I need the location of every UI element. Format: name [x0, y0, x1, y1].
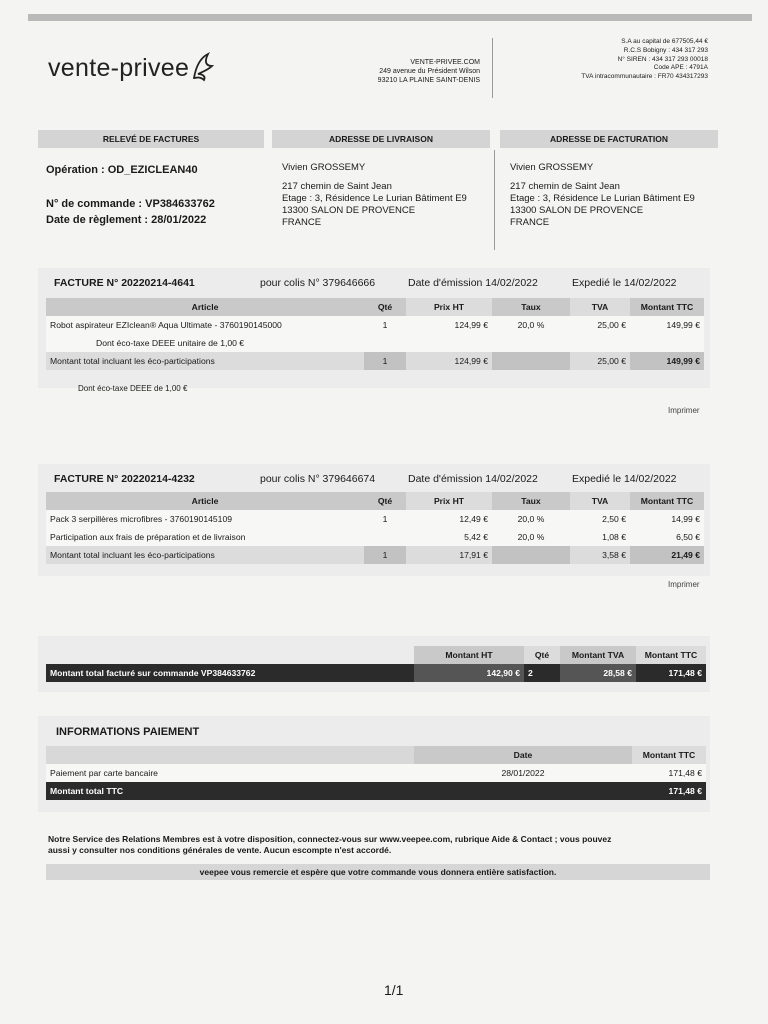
fees-taux: 20,0 % — [492, 528, 570, 546]
total-ttc: 149,99 € — [630, 352, 704, 370]
logo-text: vente-privee — [48, 54, 190, 82]
total-ttc: 21,49 € — [630, 546, 704, 564]
invoice-2-shipped: Expedié le 14/02/2022 — [572, 473, 677, 485]
table-row — [46, 528, 704, 546]
legal-line: N° SIREN : 434 317 293 00018 — [617, 55, 708, 63]
payment-total-label: Montant total TTC — [46, 782, 414, 800]
delivery-country: FRANCE — [282, 217, 322, 228]
company-legal — [540, 38, 708, 82]
item-tva: 25,00 € — [570, 316, 630, 334]
payment-title: INFORMATIONS PAIEMENT — [56, 726, 200, 738]
billing-address — [510, 162, 695, 229]
col-prix-ht: Prix HT — [406, 298, 492, 316]
butterfly-icon — [190, 52, 216, 82]
summary-label: Montant total facturé sur commande VP384633762 — [46, 664, 414, 682]
invoice-1-table — [46, 298, 704, 370]
col-tva: TVA — [570, 492, 630, 510]
page-number: 1/1 — [384, 982, 404, 998]
summary-ht: 142,90 € — [414, 664, 524, 682]
item-prix-ht: 12,49 € — [406, 510, 492, 528]
summary-ttc: 171,48 € — [636, 664, 706, 682]
invoice-2-number: FACTURE N° 20220214-4232 — [54, 473, 195, 485]
col-montant-tva: Montant TVA — [560, 646, 636, 664]
billing-name: Vivien GROSSEMY — [510, 162, 594, 173]
livraison-header: ADRESSE DE LIVRAISON — [272, 130, 490, 148]
address-divider — [494, 150, 495, 250]
col-taux: Taux — [492, 298, 570, 316]
total-qte: 1 — [364, 352, 406, 370]
payment-amount: 171,48 € — [632, 764, 706, 782]
table-row — [46, 316, 704, 334]
invoice-2-emission: Date d'émission 14/02/2022 — [408, 473, 538, 485]
legal-line: TVA intracommunautaire : FR70 434317293 — [581, 73, 708, 81]
payment-row — [46, 764, 706, 782]
invoice-2-table — [46, 492, 704, 564]
total-taux-empty — [492, 546, 570, 564]
payment-method: Paiement par carte bancaire — [46, 764, 414, 782]
billing-city: 13300 SALON DE PROVENCE — [510, 205, 644, 216]
thanks-banner: veepee vous remercie et espère que votre commande vous donnera entière satisfaction. — [46, 864, 710, 880]
address-line: 249 avenue du Président Wilson — [379, 68, 480, 75]
billing-floor: Etage : 3, Résidence Le Lurian Bâtiment E9 — [510, 193, 695, 204]
note-line: aussi y consulter nos conditions générales de vente. Aucun escompte n'est accordé. — [48, 845, 392, 855]
fees-prix-ht: 5,42 € — [406, 528, 492, 546]
invoice-1-shipped: Expedié le 14/02/2022 — [572, 277, 677, 289]
fees-article: Participation aux frais de préparation et de livraison — [46, 528, 364, 546]
address-line: VENTE-PRIVEE.COM — [410, 59, 480, 66]
col-montant-ht: Montant HT — [414, 646, 524, 664]
summary-header — [46, 646, 706, 664]
total-tva: 25,00 € — [570, 352, 630, 370]
payment-total-row — [46, 782, 706, 800]
invoice-1-print-link[interactable]: Imprimer — [668, 406, 700, 415]
col-montant-ttc: Montant TTC — [630, 492, 704, 510]
col-article: Article — [46, 298, 364, 316]
header-divider — [492, 38, 493, 98]
total-qte: 1 — [364, 546, 406, 564]
invoice-1-eco-total: Dont éco-taxe DEEE de 1,00 € — [78, 384, 188, 393]
invoice-1-colis: pour colis N° 379646666 — [260, 277, 376, 289]
total-label: Montant total incluant les éco-participations — [46, 546, 364, 564]
brand-logo — [48, 52, 216, 83]
payment-header-empty — [46, 746, 414, 764]
table-header — [46, 492, 704, 510]
item-taux: 20,0 % — [492, 316, 570, 334]
col-montant-ttc: Montant TTC — [636, 646, 706, 664]
eco-unit-row — [46, 334, 704, 352]
payment-total: 171,48 € — [632, 782, 706, 800]
delivery-street: 217 chemin de Saint Jean — [282, 181, 392, 192]
item-article: Pack 3 serpillères microfibres - 3760190145109 — [46, 510, 364, 528]
facturation-header: ADRESSE DE FACTURATION — [500, 130, 718, 148]
table-header — [46, 298, 704, 316]
delivery-name: Vivien GROSSEMY — [282, 162, 366, 173]
total-prix-ht: 17,91 € — [406, 546, 492, 564]
delivery-address — [282, 162, 467, 229]
payment-header — [46, 746, 706, 764]
payment-date: Date de règlement : 28/01/2022 — [46, 214, 207, 226]
summary-header-empty — [46, 646, 414, 664]
item-qte: 1 — [364, 510, 406, 528]
total-label: Montant total incluant les éco-participations — [46, 352, 364, 370]
table-row — [46, 510, 704, 528]
footer-note — [48, 834, 708, 856]
col-montant-ttc: Montant TTC — [632, 746, 706, 764]
company-address — [350, 58, 480, 85]
order-number: N° de commande : VP384633762 — [46, 198, 215, 210]
invoice-2-colis: pour colis N° 379646674 — [260, 473, 376, 485]
top-edge — [28, 14, 752, 21]
col-qte: Qté — [364, 298, 406, 316]
legal-line: Code APE : 4791A — [653, 64, 708, 72]
item-article: Robot aspirateur EZIclean® Aqua Ultimate - 3760190145000 — [46, 316, 364, 334]
total-row — [46, 352, 704, 370]
col-date: Date — [414, 746, 632, 764]
payment-date-value: 28/01/2022 — [414, 764, 632, 782]
legal-line: R.C.S Bobigny : 434 317 293 — [623, 46, 708, 54]
billing-country: FRANCE — [510, 217, 550, 228]
invoice-1-number: FACTURE N° 20220214-4641 — [54, 277, 195, 289]
payment-table — [46, 746, 706, 800]
eco-unit-text: Dont éco-taxe DEEE unitaire de 1,00 € — [46, 334, 704, 352]
total-row — [46, 546, 704, 564]
col-tva: TVA — [570, 298, 630, 316]
item-qte: 1 — [364, 316, 406, 334]
item-taux: 20,0 % — [492, 510, 570, 528]
item-tva: 2,50 € — [570, 510, 630, 528]
billing-street: 217 chemin de Saint Jean — [510, 181, 620, 192]
col-prix-ht: Prix HT — [406, 492, 492, 510]
item-ttc: 14,99 € — [630, 510, 704, 528]
fees-qte-empty — [364, 528, 406, 546]
delivery-city: 13300 SALON DE PROVENCE — [282, 205, 416, 216]
total-taux-empty — [492, 352, 570, 370]
col-qte: Qté — [364, 492, 406, 510]
delivery-floor: Etage : 3, Résidence Le Lurian Bâtiment E9 — [282, 193, 467, 204]
address-line: 93210 LA PLAINE SAINT-DENIS — [377, 77, 480, 84]
invoice-1-emission: Date d'émission 14/02/2022 — [408, 277, 538, 289]
summary-table — [46, 646, 706, 682]
col-article: Article — [46, 492, 364, 510]
legal-line: S.A au capital de 677505,44 € — [621, 38, 708, 45]
total-prix-ht: 124,99 € — [406, 352, 492, 370]
fees-tva: 1,08 € — [570, 528, 630, 546]
summary-tva: 28,58 € — [560, 664, 636, 682]
col-qte: Qté — [524, 646, 560, 664]
col-taux: Taux — [492, 492, 570, 510]
summary-qte: 2 — [524, 664, 560, 682]
summary-row — [46, 664, 706, 682]
payment-total-empty — [414, 782, 632, 800]
fees-ttc: 6,50 € — [630, 528, 704, 546]
total-tva: 3,58 € — [570, 546, 630, 564]
item-prix-ht: 124,99 € — [406, 316, 492, 334]
operation-label: Opération : OD_EZICLEAN40 — [46, 164, 198, 176]
col-montant-ttc: Montant TTC — [630, 298, 704, 316]
invoice-2-print-link[interactable]: Imprimer — [668, 580, 700, 589]
releve-header: RELEVÉ DE FACTURES — [38, 130, 264, 148]
item-ttc: 149,99 € — [630, 316, 704, 334]
note-line: Notre Service des Relations Membres est à votre disposition, connectez-vous sur www.veepee.com, rubrique Aide & Contact ; vous pouvez — [48, 834, 612, 844]
